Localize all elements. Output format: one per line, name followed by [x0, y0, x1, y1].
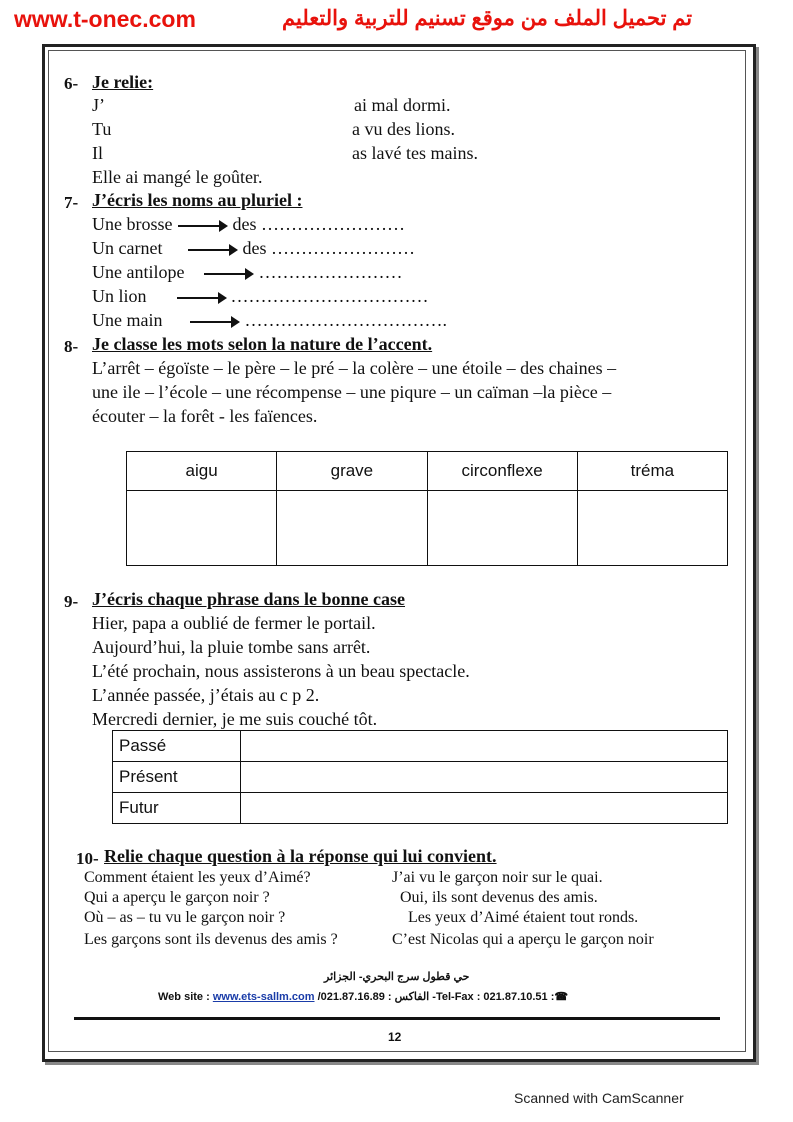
- ex9-sentence-2: Aujourd’hui, la pluie tombe sans arrêt.: [92, 637, 371, 657]
- ex9-sentence-1: Hier, papa a oublié de fermer le portail.: [92, 613, 376, 633]
- ex6-number: 6-: [64, 74, 79, 93]
- ex7-row: [92, 286, 429, 307]
- footer-web-label: Web site :: [158, 991, 210, 1003]
- ex6-left-2: Tu: [92, 119, 112, 139]
- accent-table: [126, 451, 728, 566]
- ex6-right-1: ai mal dormi.: [354, 95, 451, 115]
- ex7-blank[interactable]: ……………………: [258, 262, 403, 282]
- tense-answer-passe[interactable]: [241, 731, 728, 762]
- tense-row-passe: [113, 731, 728, 762]
- page-number: 12: [388, 1030, 402, 1044]
- ex10-title: Relie chaque question à la réponse qui lui convient.: [104, 846, 497, 866]
- tense-label-present: Présent: [113, 762, 241, 793]
- ex10-question-3: Où – as – tu vu le garçon noir ?: [84, 909, 286, 926]
- footer-address: حي قطول سرج البحري- الجزائر: [324, 971, 470, 983]
- column-aigu: aigu: [127, 452, 277, 491]
- ex10-question-1: Comment étaient les yeux d’Aimé?: [84, 869, 311, 886]
- accent-header-row: [127, 452, 728, 491]
- ex9-sentence-4: L’année passée, j’étais au c p 2.: [92, 685, 320, 705]
- answer-cell-grave[interactable]: [277, 491, 427, 566]
- column-trema: tréma: [577, 452, 727, 491]
- tense-row-futur: [113, 793, 728, 824]
- answer-cell-trema[interactable]: [577, 491, 727, 566]
- ex7-blank[interactable]: ……………………………: [230, 286, 429, 306]
- ex8-number: 8-: [64, 337, 79, 356]
- ex7-row: [92, 214, 405, 235]
- ex7-word: Une antilope: [92, 262, 185, 282]
- column-grave: grave: [277, 452, 427, 491]
- footer-phones: /021.87.16.89 : الفاكس -Tel-Fax : 021.87.10.51 :☎: [317, 991, 569, 1003]
- arrow-right-icon: [177, 297, 225, 299]
- ex7-blank[interactable]: …………………………….: [244, 310, 447, 330]
- ex8-words-line-2: une ile – l’école – une récompense – une piqure – un caïman –la pièce –: [92, 382, 612, 402]
- ex7-word: Une brosse: [92, 214, 173, 234]
- ex10-question-2: Qui a aperçu le garçon noir ?: [84, 889, 270, 906]
- ex9-sentence-3: L’été prochain, nous assisterons à un beau spectacle.: [92, 661, 470, 681]
- ex6-left-1: J’: [92, 95, 105, 115]
- ex7-word: Une main: [92, 310, 163, 330]
- answer-cell-circonflexe[interactable]: [427, 491, 577, 566]
- ex10-answer-3: Les yeux d’Aimé étaient tout ronds.: [408, 909, 639, 926]
- download-banner: [0, 4, 793, 34]
- tense-answer-futur[interactable]: [241, 793, 728, 824]
- tense-row-present: [113, 762, 728, 793]
- ex9-number: 9-: [64, 592, 79, 611]
- banner-arabic: تم تحميل الملف من موقع تسنيم للتربية والتعليم: [282, 7, 693, 30]
- tense-table: [112, 730, 728, 824]
- ex7-word: Un carnet: [92, 238, 163, 258]
- ex6-right-2: a vu des lions.: [352, 119, 455, 139]
- ex6-title: Je relie:: [92, 72, 154, 92]
- ex7-number: 7-: [64, 193, 79, 212]
- ex7-word: Un lion: [92, 286, 147, 306]
- ex10-answer-2: Oui, ils sont devenus des amis.: [400, 889, 598, 906]
- footer-divider: [74, 1017, 720, 1020]
- accent-answer-row: [127, 491, 728, 566]
- ex10-answer-1: J’ai vu le garçon noir sur le quai.: [392, 869, 603, 886]
- ex9-sentence-5: Mercredi dernier, je me suis couché tôt.: [92, 709, 378, 729]
- ex7-blank[interactable]: des ……………………: [242, 238, 415, 258]
- arrow-right-icon: [204, 273, 252, 275]
- tense-answer-present[interactable]: [241, 762, 728, 793]
- banner-url[interactable]: www.t-onec.com: [14, 6, 196, 32]
- ex7-title: J’écris les noms au pluriel :: [92, 190, 303, 210]
- ex10-question-4: Les garçons sont ils devenus des amis ?: [84, 931, 338, 948]
- ex7-row: [92, 262, 402, 283]
- scanner-watermark: Scanned with CamScanner: [514, 1090, 684, 1106]
- ex10-answer-4: C’est Nicolas qui a aperçu le garçon noir: [392, 931, 654, 948]
- ex8-words-line-3: écouter – la forêt - les faïences.: [92, 406, 318, 426]
- ex8-title: Je classe les mots selon la nature de l’accent.: [92, 334, 433, 354]
- ex6-left-3: Il: [92, 143, 103, 163]
- tense-label-futur: Futur: [113, 793, 241, 824]
- ex6-left-4: Elle ai mangé le goûter.: [92, 167, 263, 187]
- arrow-right-icon: [178, 225, 226, 227]
- ex6-right-3: as lavé tes mains.: [352, 143, 478, 163]
- footer-web-link[interactable]: www.ets-sallm.com: [212, 991, 315, 1003]
- footer-contact: [158, 990, 568, 1003]
- ex8-words-line-1: L’arrêt – égoïste – le père – le pré – la colère – une étoile – des chaines –: [92, 358, 617, 378]
- ex7-blank[interactable]: des ……………………: [232, 214, 405, 234]
- answer-cell-aigu[interactable]: [127, 491, 277, 566]
- ex10-number: 10-: [76, 849, 99, 868]
- tense-label-passe: Passé: [113, 731, 241, 762]
- column-circonflexe: circonflexe: [427, 452, 577, 491]
- ex7-row: [92, 310, 447, 331]
- arrow-right-icon: [190, 321, 238, 323]
- ex9-title: J’écris chaque phrase dans le bonne case: [92, 589, 406, 609]
- arrow-right-icon: [188, 249, 236, 251]
- ex7-row: [92, 238, 415, 259]
